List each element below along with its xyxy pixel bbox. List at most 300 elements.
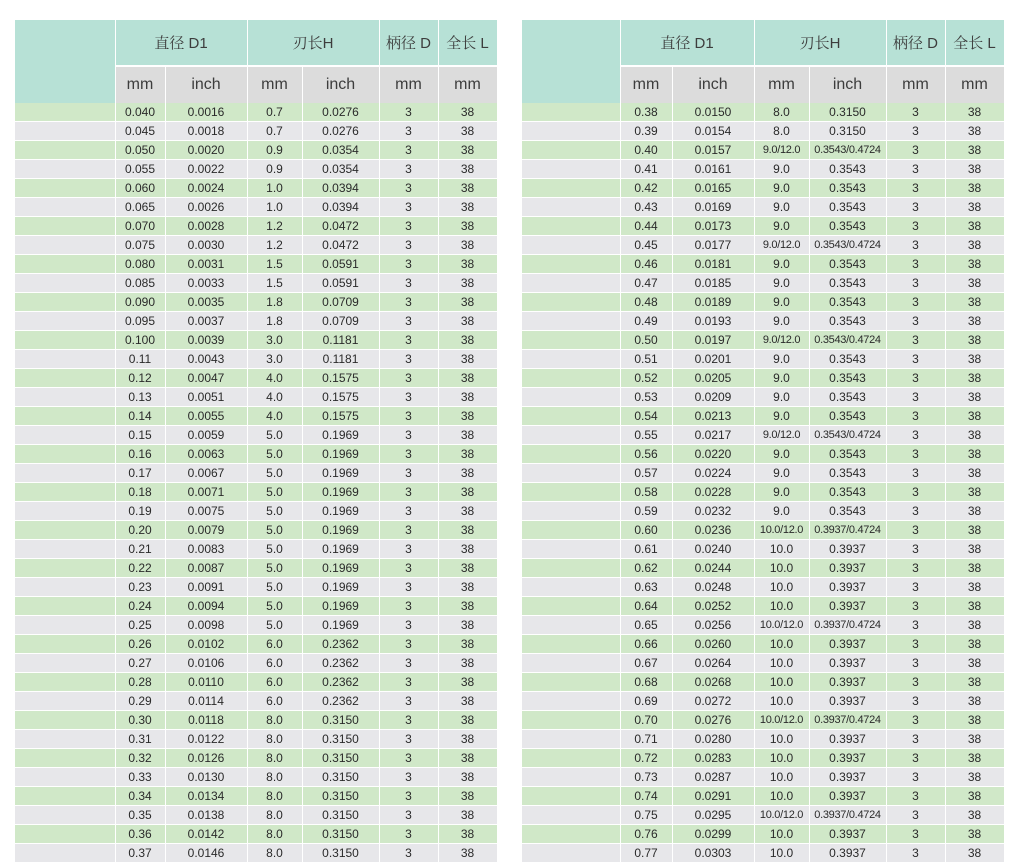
table-row [522, 635, 1004, 654]
row-label-cell [522, 559, 620, 578]
row-label-cell [522, 502, 620, 521]
length-cell: 38 [438, 768, 497, 787]
diameter-inch-cell: 0.0161 [672, 160, 754, 179]
length-cell: 38 [438, 407, 497, 426]
length-cell: 38 [438, 141, 497, 160]
row-label-cell [522, 122, 620, 141]
diameter-inch-cell: 0.0303 [672, 844, 754, 863]
flute-inch-cell: 0.3543 [809, 217, 886, 236]
row-label-cell [522, 711, 620, 730]
table-row [15, 559, 497, 578]
diameter-inch-cell: 0.0213 [672, 407, 754, 426]
diameter-inch-cell: 0.0016 [165, 103, 247, 122]
diameter-mm-cell: 0.47 [620, 274, 672, 293]
table-row [522, 407, 1004, 426]
table-row [15, 654, 497, 673]
row-label-cell [522, 160, 620, 179]
diameter-mm-cell: 0.085 [115, 274, 165, 293]
row-label-cell [15, 445, 115, 464]
diameter-inch-cell: 0.0118 [165, 711, 247, 730]
shank-cell: 3 [379, 179, 438, 198]
diameter-mm-cell: 0.55 [620, 426, 672, 445]
length-cell: 38 [438, 217, 497, 236]
diameter-inch-cell: 0.0150 [672, 103, 754, 122]
table-row [15, 312, 497, 331]
shank-cell: 3 [379, 426, 438, 445]
length-cell: 38 [945, 160, 1004, 179]
diameter-mm-cell: 0.38 [620, 103, 672, 122]
table-row [522, 160, 1004, 179]
header-shank-diameter: 柄径 D [379, 20, 438, 66]
flute-inch-cell: 0.3150 [302, 711, 379, 730]
flute-mm-cell: 5.0 [247, 578, 302, 597]
table-row [522, 236, 1004, 255]
shank-cell: 3 [379, 521, 438, 540]
flute-mm-cell: 3.0 [247, 331, 302, 350]
flute-mm-cell: 8.0 [247, 825, 302, 844]
row-label-cell [15, 749, 115, 768]
table-row [15, 806, 497, 825]
shank-cell: 3 [379, 768, 438, 787]
flute-mm-cell: 0.7 [247, 122, 302, 141]
length-cell: 38 [438, 559, 497, 578]
flute-mm-cell: 9.0 [754, 483, 809, 502]
shank-cell: 3 [886, 749, 945, 768]
row-label-cell [15, 426, 115, 445]
flute-inch-cell: 0.0709 [302, 312, 379, 331]
diameter-mm-cell: 0.56 [620, 445, 672, 464]
flute-mm-cell: 10.0 [754, 635, 809, 654]
shank-cell: 3 [886, 540, 945, 559]
row-label-cell [522, 369, 620, 388]
table-row [15, 578, 497, 597]
diameter-inch-cell: 0.0201 [672, 350, 754, 369]
diameter-inch-cell: 0.0272 [672, 692, 754, 711]
shank-cell: 3 [886, 160, 945, 179]
flute-mm-cell: 5.0 [247, 559, 302, 578]
length-cell: 38 [438, 730, 497, 749]
diameter-mm-cell: 0.24 [115, 597, 165, 616]
table-row [522, 122, 1004, 141]
row-label-cell [522, 673, 620, 692]
length-cell: 38 [945, 407, 1004, 426]
diameter-mm-cell: 0.35 [115, 806, 165, 825]
flute-inch-cell: 0.3937/0.4724 [809, 806, 886, 825]
length-cell: 38 [945, 692, 1004, 711]
diameter-mm-cell: 0.075 [115, 236, 165, 255]
flute-inch-cell: 0.3150 [302, 730, 379, 749]
subheader-mm: mm [945, 66, 1004, 103]
flute-inch-cell: 0.3150 [809, 103, 886, 122]
row-label-cell [522, 426, 620, 445]
flute-mm-cell: 9.0 [754, 217, 809, 236]
diameter-inch-cell: 0.0299 [672, 825, 754, 844]
flute-inch-cell: 0.3937 [809, 844, 886, 863]
shank-cell: 3 [379, 787, 438, 806]
length-cell: 38 [945, 426, 1004, 445]
diameter-inch-cell: 0.0033 [165, 274, 247, 293]
table-row [15, 844, 497, 863]
diameter-inch-cell: 0.0126 [165, 749, 247, 768]
length-cell: 38 [945, 654, 1004, 673]
diameter-mm-cell: 0.69 [620, 692, 672, 711]
diameter-inch-cell: 0.0083 [165, 540, 247, 559]
shank-cell: 3 [379, 692, 438, 711]
table-row [15, 711, 497, 730]
flute-mm-cell: 6.0 [247, 692, 302, 711]
length-cell: 38 [438, 597, 497, 616]
diameter-inch-cell: 0.0169 [672, 198, 754, 217]
shank-cell: 3 [886, 274, 945, 293]
table-row [522, 312, 1004, 331]
row-label-cell [522, 198, 620, 217]
shank-cell: 3 [886, 692, 945, 711]
row-label-cell [522, 464, 620, 483]
table-row [522, 521, 1004, 540]
flute-mm-cell: 10.0 [754, 654, 809, 673]
table-row [522, 483, 1004, 502]
length-cell: 38 [945, 179, 1004, 198]
table-row [15, 217, 497, 236]
diameter-mm-cell: 0.46 [620, 255, 672, 274]
table-row [15, 635, 497, 654]
flute-inch-cell: 0.0276 [302, 122, 379, 141]
length-cell: 38 [945, 312, 1004, 331]
diameter-mm-cell: 0.33 [115, 768, 165, 787]
flute-inch-cell: 0.1181 [302, 350, 379, 369]
shank-cell: 3 [379, 407, 438, 426]
diameter-mm-cell: 0.57 [620, 464, 672, 483]
subheader-inch: inch [165, 66, 247, 103]
flute-inch-cell: 0.1969 [302, 578, 379, 597]
length-cell: 38 [945, 711, 1004, 730]
flute-inch-cell: 0.3543 [809, 502, 886, 521]
table-row [522, 692, 1004, 711]
flute-mm-cell: 1.5 [247, 255, 302, 274]
length-cell: 38 [945, 635, 1004, 654]
diameter-mm-cell: 0.66 [620, 635, 672, 654]
diameter-mm-cell: 0.62 [620, 559, 672, 578]
table-row [15, 445, 497, 464]
diameter-mm-cell: 0.25 [115, 616, 165, 635]
row-label-cell [15, 692, 115, 711]
table-row [522, 179, 1004, 198]
diameter-mm-cell: 0.76 [620, 825, 672, 844]
shank-cell: 3 [886, 464, 945, 483]
shank-cell: 3 [886, 293, 945, 312]
length-cell: 38 [438, 711, 497, 730]
flute-inch-cell: 0.0472 [302, 236, 379, 255]
flute-inch-cell: 0.3543 [809, 274, 886, 293]
diameter-mm-cell: 0.055 [115, 160, 165, 179]
table-row [15, 331, 497, 350]
diameter-mm-cell: 0.040 [115, 103, 165, 122]
row-label-cell [15, 350, 115, 369]
flute-inch-cell: 0.3150 [809, 122, 886, 141]
flute-mm-cell: 9.0/12.0 [754, 141, 809, 160]
table-row [522, 787, 1004, 806]
table-row [15, 274, 497, 293]
row-label-cell [522, 293, 620, 312]
diameter-inch-cell: 0.0030 [165, 236, 247, 255]
table-row [15, 787, 497, 806]
flute-inch-cell: 0.3543/0.4724 [809, 141, 886, 160]
diameter-inch-cell: 0.0260 [672, 635, 754, 654]
flute-mm-cell: 5.0 [247, 616, 302, 635]
diameter-mm-cell: 0.22 [115, 559, 165, 578]
length-cell: 38 [438, 464, 497, 483]
diameter-inch-cell: 0.0031 [165, 255, 247, 274]
flute-mm-cell: 9.0/12.0 [754, 331, 809, 350]
flute-mm-cell: 10.0 [754, 768, 809, 787]
shank-cell: 3 [379, 825, 438, 844]
table-row [522, 540, 1004, 559]
flute-inch-cell: 0.1181 [302, 331, 379, 350]
diameter-inch-cell: 0.0248 [672, 578, 754, 597]
length-cell: 38 [945, 616, 1004, 635]
flute-mm-cell: 1.0 [247, 198, 302, 217]
table-row [15, 540, 497, 559]
length-cell: 38 [945, 540, 1004, 559]
table-row [15, 730, 497, 749]
table-row [15, 236, 497, 255]
length-cell: 38 [945, 122, 1004, 141]
shank-cell: 3 [886, 331, 945, 350]
shank-cell: 3 [886, 255, 945, 274]
shank-cell: 3 [379, 103, 438, 122]
table-row [522, 426, 1004, 445]
diameter-mm-cell: 0.13 [115, 388, 165, 407]
flute-inch-cell: 0.1969 [302, 483, 379, 502]
diameter-inch-cell: 0.0295 [672, 806, 754, 825]
length-cell: 38 [438, 369, 497, 388]
table-row [15, 350, 497, 369]
shank-cell: 3 [886, 483, 945, 502]
diameter-inch-cell: 0.0106 [165, 654, 247, 673]
flute-mm-cell: 10.0 [754, 730, 809, 749]
row-label-cell [522, 844, 620, 863]
length-cell: 38 [438, 350, 497, 369]
diameter-inch-cell: 0.0035 [165, 293, 247, 312]
flute-mm-cell: 10.0 [754, 844, 809, 863]
diameter-inch-cell: 0.0205 [672, 369, 754, 388]
diameter-mm-cell: 0.54 [620, 407, 672, 426]
length-cell: 38 [438, 806, 497, 825]
diameter-inch-cell: 0.0185 [672, 274, 754, 293]
table-row [15, 673, 497, 692]
diameter-mm-cell: 0.14 [115, 407, 165, 426]
flute-mm-cell: 10.0 [754, 540, 809, 559]
diameter-inch-cell: 0.0024 [165, 179, 247, 198]
shank-cell: 3 [886, 673, 945, 692]
row-label-cell [522, 407, 620, 426]
diameter-mm-cell: 0.70 [620, 711, 672, 730]
flute-inch-cell: 0.1969 [302, 445, 379, 464]
row-label-cell [522, 825, 620, 844]
flute-mm-cell: 10.0 [754, 578, 809, 597]
table-row [522, 293, 1004, 312]
row-label-cell [15, 255, 115, 274]
flute-inch-cell: 0.3937 [809, 749, 886, 768]
row-label-cell [522, 578, 620, 597]
diameter-inch-cell: 0.0252 [672, 597, 754, 616]
length-cell: 38 [945, 464, 1004, 483]
flute-mm-cell: 10.0 [754, 597, 809, 616]
subheader-mm: mm [115, 66, 165, 103]
flute-inch-cell: 0.1575 [302, 407, 379, 426]
flute-mm-cell: 8.0 [247, 730, 302, 749]
shank-cell: 3 [379, 673, 438, 692]
diameter-inch-cell: 0.0189 [672, 293, 754, 312]
shank-cell: 3 [379, 711, 438, 730]
length-cell: 38 [945, 369, 1004, 388]
table-row [522, 616, 1004, 635]
flute-inch-cell: 0.3937 [809, 540, 886, 559]
length-cell: 38 [945, 103, 1004, 122]
row-label-cell [15, 787, 115, 806]
diameter-inch-cell: 0.0102 [165, 635, 247, 654]
diameter-inch-cell: 0.0165 [672, 179, 754, 198]
diameter-mm-cell: 0.27 [115, 654, 165, 673]
diameter-inch-cell: 0.0280 [672, 730, 754, 749]
length-cell: 38 [438, 616, 497, 635]
length-cell: 38 [945, 217, 1004, 236]
flute-mm-cell: 10.0/12.0 [754, 616, 809, 635]
length-cell: 38 [438, 179, 497, 198]
row-label-cell [15, 673, 115, 692]
length-cell: 38 [438, 331, 497, 350]
length-cell: 38 [438, 825, 497, 844]
shank-cell: 3 [886, 217, 945, 236]
shank-cell: 3 [379, 350, 438, 369]
length-cell: 38 [438, 255, 497, 274]
diameter-inch-cell: 0.0236 [672, 521, 754, 540]
flute-mm-cell: 5.0 [247, 445, 302, 464]
length-cell: 38 [438, 502, 497, 521]
flute-mm-cell: 6.0 [247, 673, 302, 692]
shank-cell: 3 [379, 464, 438, 483]
flute-mm-cell: 9.0 [754, 502, 809, 521]
row-label-cell [522, 483, 620, 502]
table-row [522, 141, 1004, 160]
flute-mm-cell: 5.0 [247, 502, 302, 521]
shank-cell: 3 [886, 597, 945, 616]
shank-cell: 3 [379, 217, 438, 236]
length-cell: 38 [945, 673, 1004, 692]
row-label-cell [522, 141, 620, 160]
flute-inch-cell: 0.3937/0.4724 [809, 616, 886, 635]
header-diameter: 直径 D1 [115, 20, 247, 66]
diameter-inch-cell: 0.0181 [672, 255, 754, 274]
flute-inch-cell: 0.0709 [302, 293, 379, 312]
diameter-mm-cell: 0.15 [115, 426, 165, 445]
diameter-mm-cell: 0.59 [620, 502, 672, 521]
length-cell: 38 [945, 274, 1004, 293]
table-row [15, 255, 497, 274]
shank-cell: 3 [379, 274, 438, 293]
length-cell: 38 [945, 198, 1004, 217]
flute-inch-cell: 0.3543/0.4724 [809, 236, 886, 255]
shank-cell: 3 [379, 749, 438, 768]
diameter-mm-cell: 0.17 [115, 464, 165, 483]
diameter-inch-cell: 0.0087 [165, 559, 247, 578]
flute-inch-cell: 0.3543 [809, 445, 886, 464]
length-cell: 38 [438, 312, 497, 331]
flute-inch-cell: 0.3543 [809, 369, 886, 388]
shank-cell: 3 [886, 103, 945, 122]
shank-cell: 3 [379, 635, 438, 654]
length-cell: 38 [438, 293, 497, 312]
flute-mm-cell: 9.0 [754, 198, 809, 217]
flute-mm-cell: 8.0 [247, 749, 302, 768]
shank-cell: 3 [379, 844, 438, 863]
length-cell: 38 [945, 806, 1004, 825]
row-label-cell [522, 350, 620, 369]
diameter-mm-cell: 0.44 [620, 217, 672, 236]
row-label-cell [522, 540, 620, 559]
diameter-inch-cell: 0.0217 [672, 426, 754, 445]
diameter-mm-cell: 0.060 [115, 179, 165, 198]
flute-mm-cell: 9.0 [754, 464, 809, 483]
flute-inch-cell: 0.3543 [809, 255, 886, 274]
length-cell: 38 [945, 559, 1004, 578]
shank-cell: 3 [886, 768, 945, 787]
flute-mm-cell: 0.7 [247, 103, 302, 122]
diameter-inch-cell: 0.0059 [165, 426, 247, 445]
table-row [522, 768, 1004, 787]
diameter-mm-cell: 0.12 [115, 369, 165, 388]
table-row [15, 198, 497, 217]
shank-cell: 3 [886, 122, 945, 141]
diameter-mm-cell: 0.34 [115, 787, 165, 806]
flute-inch-cell: 0.1969 [302, 559, 379, 578]
flute-mm-cell: 10.0/12.0 [754, 521, 809, 540]
flute-mm-cell: 10.0 [754, 787, 809, 806]
subheader-mm: mm [247, 66, 302, 103]
flute-mm-cell: 6.0 [247, 654, 302, 673]
length-cell: 38 [438, 388, 497, 407]
length-cell: 38 [438, 749, 497, 768]
flute-mm-cell: 1.8 [247, 293, 302, 312]
row-label-cell [15, 616, 115, 635]
flute-inch-cell: 0.3543/0.4724 [809, 426, 886, 445]
diameter-mm-cell: 0.49 [620, 312, 672, 331]
length-cell: 38 [438, 635, 497, 654]
shank-cell: 3 [379, 578, 438, 597]
row-label-cell [15, 160, 115, 179]
header-flute-length: 刃长H [247, 20, 379, 66]
diameter-mm-cell: 0.64 [620, 597, 672, 616]
flute-inch-cell: 0.3150 [302, 749, 379, 768]
table-row [522, 825, 1004, 844]
row-label-cell [15, 597, 115, 616]
flute-inch-cell: 0.1969 [302, 597, 379, 616]
table-row [522, 445, 1004, 464]
table-row [522, 730, 1004, 749]
flute-mm-cell: 0.9 [247, 141, 302, 160]
table-row [15, 293, 497, 312]
diameter-mm-cell: 0.60 [620, 521, 672, 540]
row-label-cell [15, 198, 115, 217]
flute-mm-cell: 9.0/12.0 [754, 426, 809, 445]
diameter-mm-cell: 0.23 [115, 578, 165, 597]
diameter-inch-cell: 0.0287 [672, 768, 754, 787]
diameter-mm-cell: 0.28 [115, 673, 165, 692]
flute-inch-cell: 0.3937 [809, 787, 886, 806]
row-label-cell [522, 749, 620, 768]
flute-inch-cell: 0.1969 [302, 464, 379, 483]
length-cell: 38 [945, 825, 1004, 844]
